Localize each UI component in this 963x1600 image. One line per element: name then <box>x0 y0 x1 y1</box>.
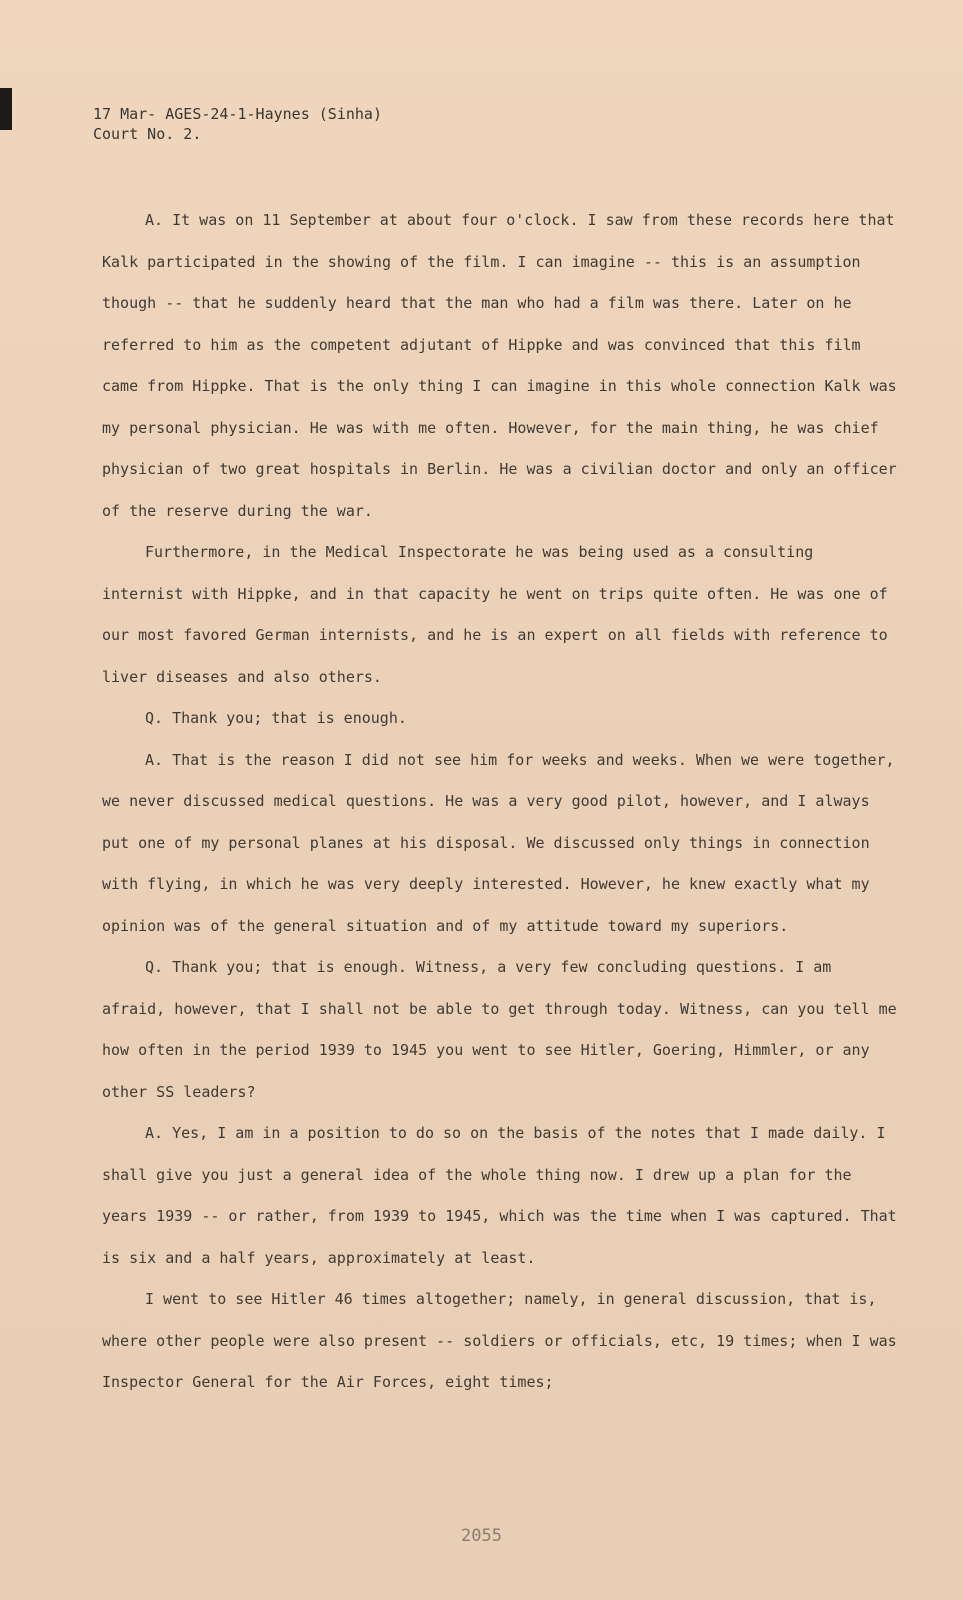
binding-edge-mark <box>0 88 12 130</box>
header-line-2: Court No. 2. <box>93 125 202 143</box>
paragraph-answer-3: A. Yes, I am in a position to do so on the basis of the notes that I made daily. I shall give you just a general idea of the whole thing now. I drew up a plan for the years 1939 -- or rather, from 1939 to 1945, which was the time when I was captured. That is six and a half years, approximately at least. <box>102 1124 897 1267</box>
paragraph-question-2: Q. Thank you; that is enough. Witness, a very few concluding questions. I am afraid, however, that I shall not be able to get through today. Witness, can you tell me how often in the period 1939 to 1945 you went to see Hitler, Goering, Himmler, or any other SS leaders? <box>102 958 897 1101</box>
paragraph-answer-3-continued: I went to see Hitler 46 times altogether; namely, in general discussion, that is, where other people were also present -- soldiers or officials, etc, 19 times; when I was Inspector General for the Air Forces, eight times; <box>102 1290 897 1391</box>
document-header <box>93 104 382 144</box>
paragraph-answer-1-continued: Furthermore, in the Medical Inspectorate he was being used as a consulting internist with Hippke, and in that capacity he went on trips quite often. He was one of our most favored German internists, and he is an expert on all fields with reference to liver diseases and also others. <box>102 543 888 686</box>
paragraph-answer-1: A. It was on 11 September at about four o'clock. I saw from these records here that Kalk participated in the showing of the film. I can imagine -- this is an assumption though -- that he suddenly heard that the man who had a film was there. Later on he referred to him as the competent adjutant of Hippke and was convinced that this film came from Hippke. That is the only thing I can imagine in this whole connection Kalk was my personal physician. He was with me often. However, for the main thing, he was chief physician of two great hospitals in Berlin. He was a civilian doctor and only an officer of the reserve during the war. <box>102 211 897 520</box>
page-number: 2055 <box>461 1526 502 1546</box>
paragraph-question-1: Q. Thank you; that is enough. <box>145 709 407 727</box>
header-line-1: 17 Mar- AGES-24-1-Haynes (Sinha) <box>93 105 382 123</box>
paragraph-answer-2: A. That is the reason I did not see him for weeks and weeks. When we were together, we never discussed medical questions. He was a very good pilot, however, and I always put one of my personal planes at his disposal. We discussed only things in connection with flying, in which he was very deeply interested. However, he knew exactly what my opinion was of the general situation and of my attitude toward my superiors. <box>102 750 895 935</box>
transcript-body <box>102 200 902 1404</box>
